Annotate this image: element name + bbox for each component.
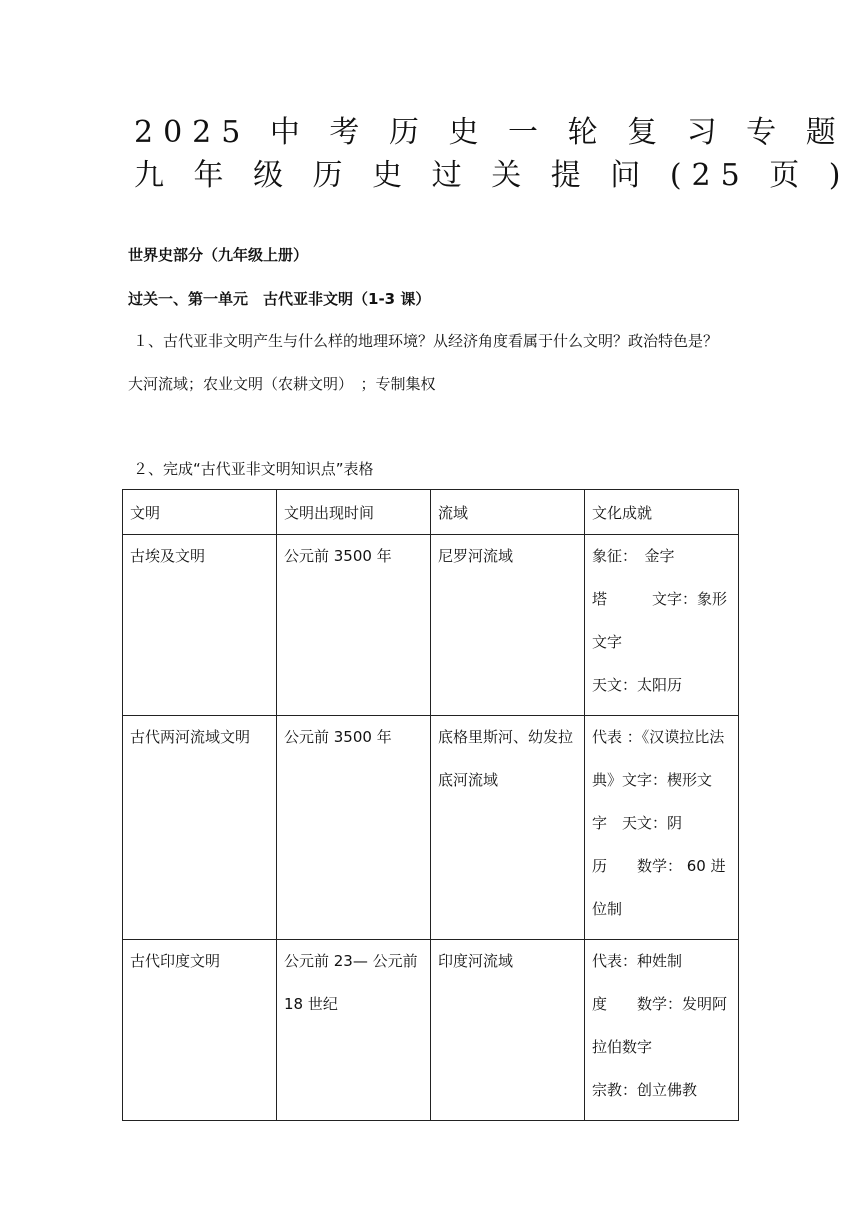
section-heading: 世界史部分（九年级上册） bbox=[128, 246, 309, 264]
achievement-line: 历 数学： 60 进 bbox=[592, 857, 726, 875]
header-civilization: 文明 bbox=[123, 490, 277, 535]
achievement-line: 代表：种姓制 bbox=[592, 952, 683, 970]
cell-basin: 底格里斯河、幼发拉底河流域 bbox=[431, 716, 585, 940]
cell-achievements bbox=[585, 940, 739, 1121]
table-row bbox=[123, 716, 739, 940]
cell-time: 公元前 23— 公元前 18 世纪 bbox=[277, 940, 431, 1121]
question-1: １、古代亚非文明产生与什么样的地理环境？从经济角度看属于什么文明？政治特色是？ bbox=[133, 332, 719, 350]
achievement-line: 典》文字：楔形文 bbox=[592, 771, 713, 789]
header-basin: 流域 bbox=[431, 490, 585, 535]
cell-civilization: 古代印度文明 bbox=[123, 940, 277, 1121]
header-achievements: 文化成就 bbox=[585, 490, 739, 535]
cell-achievements bbox=[585, 716, 739, 940]
achievement-line: 代表 ：《汉谟拉比法 bbox=[592, 728, 725, 746]
achievement-line: 度 数学：发明阿 bbox=[592, 995, 728, 1013]
achievement-line: 天文：太阳历 bbox=[592, 676, 683, 694]
cell-basin: 印度河流域 bbox=[431, 940, 585, 1121]
civilization-table bbox=[122, 489, 739, 1121]
question-2: ２、完成“古代亚非文明知识点”表格 bbox=[133, 460, 374, 478]
cell-time: 公元前 3500 年 bbox=[277, 716, 431, 940]
achievement-line: 位制 bbox=[592, 900, 623, 918]
table-row bbox=[123, 535, 739, 716]
header-time: 文明出现时间 bbox=[277, 490, 431, 535]
achievement-line: 象征： 金字 bbox=[592, 547, 675, 565]
achievement-line: 字 天文：阴 bbox=[592, 814, 683, 832]
cell-civilization: 古代两河流域文明 bbox=[123, 716, 277, 940]
cell-basin: 尼罗河流域 bbox=[431, 535, 585, 716]
document-title-line-2: 九 年 级 历 史 过 关 提 问 (25 页 ) bbox=[134, 158, 851, 193]
achievement-line: 塔 文字：象形 bbox=[592, 590, 728, 608]
achievement-line: 拉伯数字 bbox=[592, 1038, 653, 1056]
table-row bbox=[123, 940, 739, 1121]
table-header-row bbox=[123, 490, 739, 535]
cell-civilization: 古埃及文明 bbox=[123, 535, 277, 716]
answer-1: 大河流域；农业文明（农耕文明） ；专制集权 bbox=[128, 375, 436, 393]
achievement-line: 宗教：创立佛教 bbox=[592, 1081, 698, 1099]
document-title-line-1: 2025 中 考 历 史 一 轮 复 习 专 题 bbox=[134, 115, 846, 150]
checkpoint-heading: 过关一、第一单元 古代亚非文明（1-3 课） bbox=[128, 290, 431, 308]
cell-achievements bbox=[585, 535, 739, 716]
cell-time: 公元前 3500 年 bbox=[277, 535, 431, 716]
achievement-line: 文字 bbox=[592, 633, 623, 651]
